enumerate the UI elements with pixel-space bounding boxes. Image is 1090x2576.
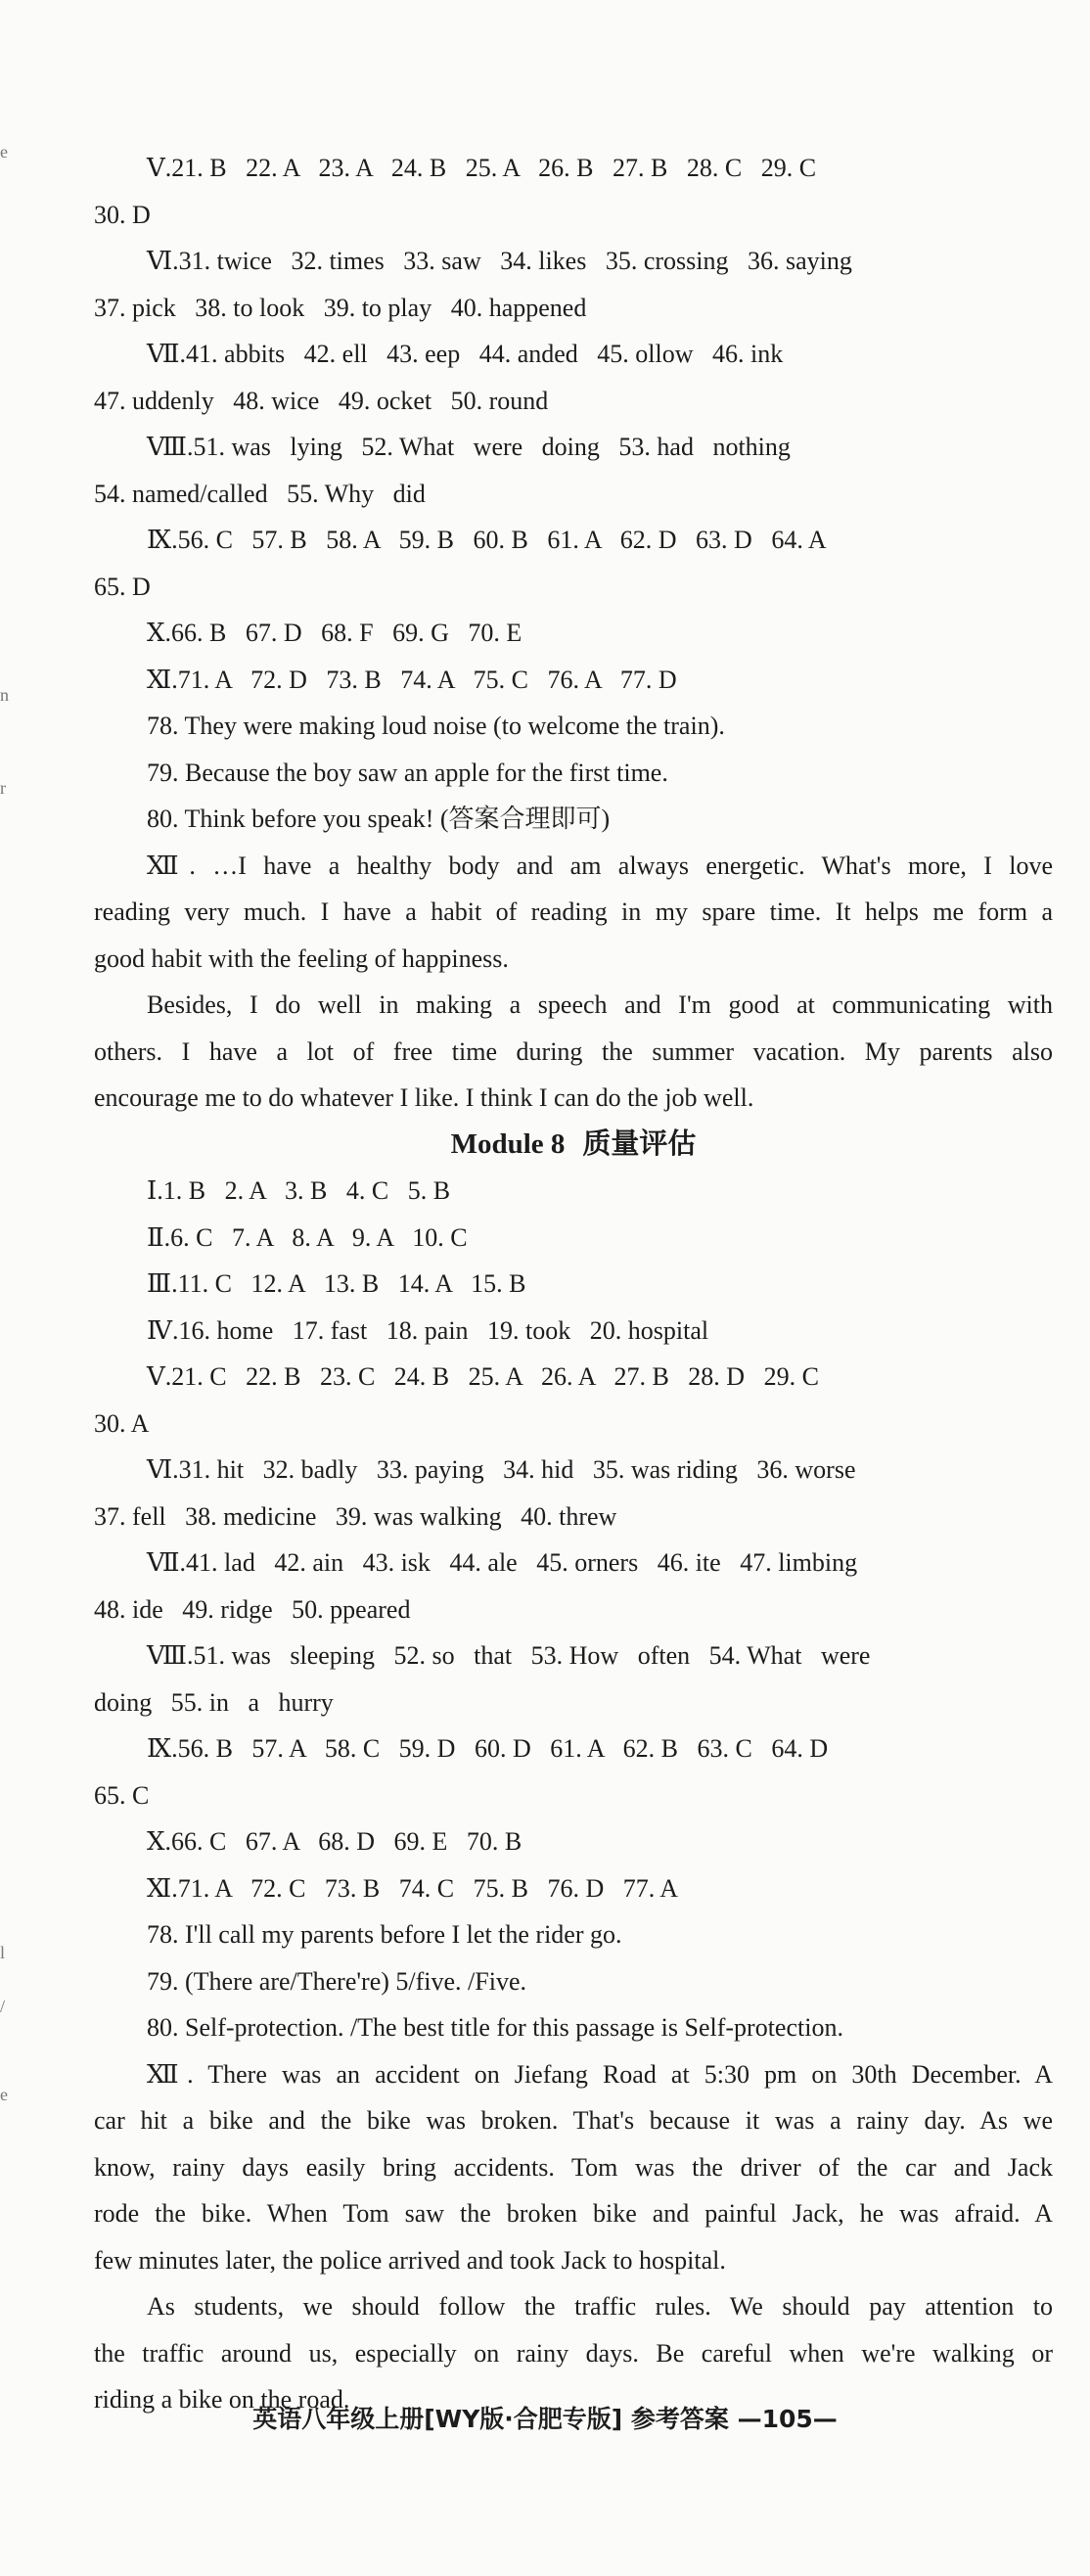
answer-line: As students, we should follow the traffic rules. We should pay attention to [147, 2292, 1053, 2321]
answer-line: riding a bike on the road. [94, 2385, 350, 2414]
edge-mark: l [0, 1943, 6, 1962]
answer-line: 80. Think before you speak! (答案合理即可) [147, 805, 611, 833]
answer-line: Besides, I do well in making a speech and I'm good at communicating with [147, 990, 1053, 1019]
edge-mark: e [0, 2085, 8, 2104]
answer-line: 78. They were making loud noise (to welcome the train). [147, 712, 725, 740]
module-8-title-zh: 质量评估 [582, 1127, 697, 1160]
answer-line: Ⅶ.41. abbits 42. ell 43. eep 44. anded 45. ollow 46. ink [147, 340, 784, 368]
answer-line: 47. uddenly 48. wice 49. ocket 50. round [94, 386, 549, 415]
answer-line: 78. I'll call my parents before I let the rider go. [147, 1920, 622, 1949]
answer-line: car hit a bike and the bike was broken. That's because it was a rainy day. As we [94, 2106, 1053, 2135]
answer-line: Ⅸ.56. B 57. A 58. C 59. D 60. D 61. A 62. B 63. C 64. D [147, 1734, 829, 1763]
answer-line: Ⅹ.66. B 67. D 68. F 69. G 70. E [147, 619, 522, 647]
answer-line: Ⅸ.56. C 57. B 58. A 59. B 60. B 61. A 62. D 63. D 64. A [147, 526, 827, 554]
module-8-title-en: Module 8 [450, 1127, 566, 1160]
answer-line: Ⅷ.51. was sleeping 52. so that 53. How often 54. What were [147, 1641, 871, 1670]
answer-line: 65. C [94, 1780, 150, 1810]
answer-line: rode the bike. When Tom saw the broken bike and painful Jack, he was afraid. A [94, 2199, 1053, 2228]
answer-line: doing 55. in a hurry [94, 1687, 334, 1717]
answer-line: the traffic around us, especially on rainy days. Be careful when we're walking or [94, 2338, 1053, 2368]
edge-mark: e [0, 142, 8, 161]
answer-line: Ⅶ.41. lad 42. ain 43. isk 44. ale 45. orners 46. ite 47. limbing [147, 1548, 858, 1577]
answer-line: 54. named/called 55. Why did [94, 479, 426, 508]
answer-line: Ⅻ. …I have a healthy body and am always energetic. What's more, I love [147, 851, 1053, 880]
answer-line: Ⅵ.31. hit 32. badly 33. paying 34. hid 35. was riding 36. worse [147, 1455, 856, 1484]
answer-line: 80. Self-protection. /The best title for this passage is Self-protection. [147, 2013, 843, 2042]
answer-line: 30. A [94, 1408, 150, 1438]
answer-line: good habit with the feeling of happiness. [94, 943, 509, 973]
answer-line: Ⅹ.66. C 67. A 68. D 69. E 70. B [147, 1827, 522, 1856]
answer-line: Ⅲ.11. C 12. A 13. B 14. A 15. B [147, 1269, 526, 1298]
answer-line: 79. Because the boy saw an apple for the first time. [147, 758, 668, 787]
answer-line: Ⅰ.1. B 2. A 3. B 4. C 5. B [147, 1176, 451, 1205]
answer-line: Ⅵ.31. twice 32. times 33. saw 34. likes 35. crossing 36. saying [147, 247, 852, 275]
answer-line: Ⅺ.71. A 72. C 73. B 74. C 75. B 76. D 77. A [147, 1873, 679, 1903]
answer-line: know, rainy days easily bring accidents. Tom was the driver of the car and Jack [94, 2152, 1053, 2182]
answer-page [94, 145, 1053, 2423]
answer-line: 37. pick 38. to look 39. to play 40. happened [94, 293, 587, 322]
answer-line: Ⅻ. There was an accident on Jiefang Road at 5:30 pm on 30th December. A [147, 2059, 1053, 2089]
answer-line: 65. D [94, 572, 151, 601]
answer-line: few minutes later, the police arrived and took Jack to hospital. [94, 2245, 726, 2275]
page-footer: 英语八年级上册[WY版·合肥专版] 参考答案 —105— [252, 2405, 838, 2433]
answer-line: Ⅴ.21. B 22. A 23. A 24. B 25. A 26. B 27. B 28. C 29. C [147, 154, 817, 182]
answer-line: Ⅷ.51. was lying 52. What were doing 53. had nothing [147, 433, 791, 461]
answer-line: 37. fell 38. medicine 39. was walking 40. threw [94, 1501, 617, 1531]
answer-line: 30. D [94, 200, 151, 229]
module-8-title [94, 1122, 1053, 1169]
edge-mark: n [0, 685, 9, 705]
answer-line: 48. ide 49. ridge 50. ppeared [94, 1594, 411, 1624]
answer-line: Ⅳ.16. home 17. fast 18. pain 19. took 20. hospital [147, 1315, 709, 1345]
edge-mark: r [0, 778, 6, 798]
answer-line: reading very much. I have a habit of reading in my spare time. It helps me form a [94, 897, 1053, 926]
answer-line: 79. (There are/There're) 5/five. /Five. [147, 1966, 526, 1996]
answer-line: Ⅺ.71. A 72. D 73. B 74. A 75. C 76. A 77. D [147, 665, 677, 694]
answer-line: others. I have a lot of free time during the summer vacation. My parents also [94, 1036, 1053, 1066]
answer-line: Ⅴ.21. C 22. B 23. C 24. B 25. A 26. A 27. B 28. D 29. C [147, 1362, 819, 1391]
module-8-answers [94, 1168, 1053, 2423]
answer-line: encourage me to do whatever I like. I think I can do the job well. [94, 1083, 754, 1112]
edge-mark: / [0, 1997, 6, 2016]
module-7-answers [94, 145, 1053, 1122]
answer-line: Ⅱ.6. C 7. A 8. A 9. A 10. C [147, 1222, 468, 1252]
